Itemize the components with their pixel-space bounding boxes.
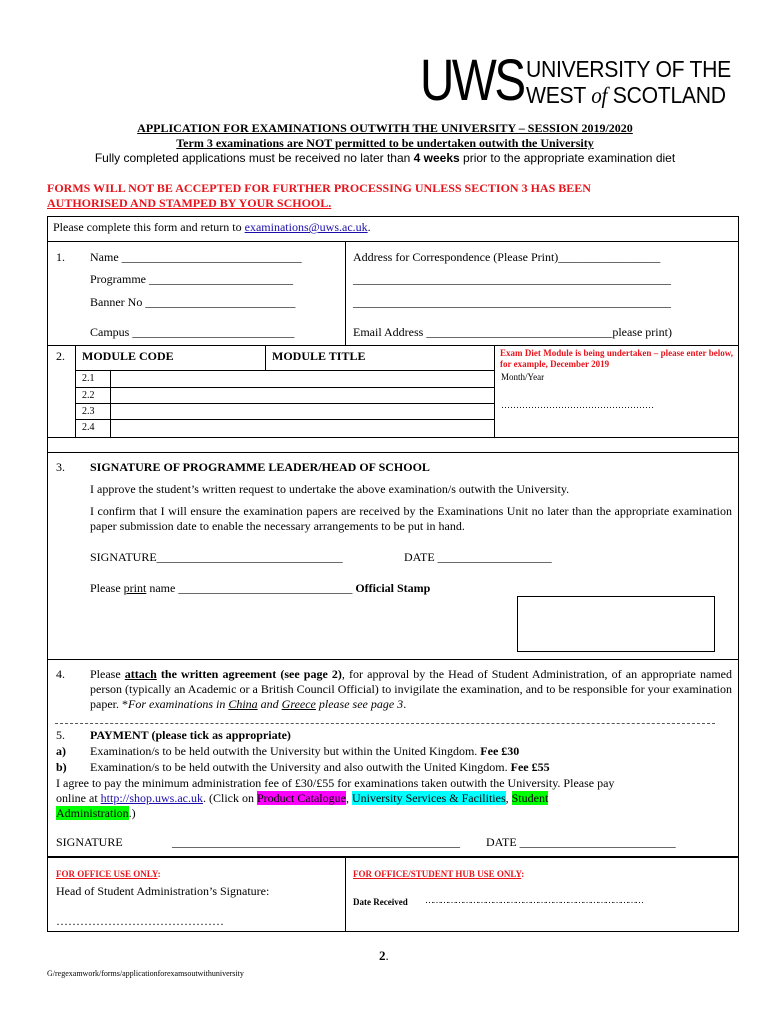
section3-date-field[interactable]: DATE ___________________ — [404, 550, 552, 564]
date-received-field[interactable]: …………………………………………………………………………… — [425, 895, 643, 905]
s4-agreement: the written agreement (see page 2) — [156, 667, 342, 681]
programme-field[interactable]: Programme ________________________ — [90, 272, 293, 286]
section2-number: 2. — [56, 349, 65, 363]
s4-part: Please — [90, 667, 125, 681]
agree-click: . (Click on — [202, 791, 257, 805]
page-number-value: 2 — [379, 948, 386, 963]
administration-label: Administration — [56, 806, 129, 820]
hsa-signature-field[interactable]: …………………………………… — [56, 914, 224, 928]
option-a-label: a) — [56, 744, 66, 758]
divider — [75, 403, 494, 404]
office-left-label: FOR OFFICE USE ONLY — [56, 869, 158, 879]
s4-attach: attach — [124, 667, 157, 681]
date-received-label: Date Received — [353, 897, 408, 907]
address-line-2[interactable]: _____________________________________________________ — [353, 295, 671, 309]
footer-path: G/regexamwork/forms/applicationforexamsoutwithuniversity — [47, 969, 244, 978]
email-link[interactable]: examinations@uws.ac.uk — [244, 220, 368, 234]
hsa-signature-label: Head of Student Administration’s Signature: — [56, 884, 270, 898]
banner-field[interactable]: Banner No _________________________ — [90, 295, 296, 309]
divider — [345, 241, 346, 345]
intro-end: . — [367, 220, 371, 234]
month-year-field[interactable]: …………………………………………… — [501, 400, 654, 410]
form-subtitle: Term 3 examinations are NOT permitted to be undertaken outwith the University — [176, 136, 594, 150]
intro-line — [53, 220, 371, 235]
sep: , — [505, 791, 512, 805]
agree-line1: I agree to pay the minimum administration fee of £30/£55 for examinations taken outwith the University. Please pay — [56, 776, 615, 790]
logo-line1: UNIVERSITY OF THE — [526, 56, 731, 82]
diet-note: Exam Diet Module is being undertaken – please enter below, for example, December 2019 — [500, 348, 733, 369]
option-b-label: b) — [56, 760, 67, 774]
name-field[interactable]: Name ______________________________ — [90, 250, 302, 264]
print-name-b: print — [123, 581, 147, 595]
section1-number: 1. — [56, 250, 65, 264]
section3-approval: I approve the student’s written request to undertake the above examination/s outwith the University. — [90, 482, 570, 496]
logo-line2 — [526, 82, 731, 109]
section3-number: 3. — [56, 460, 65, 474]
logo-mark: UWS — [420, 48, 524, 113]
divider — [265, 345, 266, 370]
print-name-a: Please — [90, 581, 124, 595]
payment-heading: PAYMENT (please tick as appropriate) — [90, 728, 291, 742]
agree-line3 — [56, 806, 136, 821]
divider — [47, 452, 739, 453]
official-stamp-label: Official Stamp — [355, 581, 431, 595]
official-stamp-box — [517, 596, 715, 652]
logo-of: of — [591, 83, 608, 108]
office-colon: : — [521, 869, 525, 879]
payment-signature-label: SIGNATURE — [56, 835, 123, 849]
logo-text — [526, 56, 731, 109]
divider — [47, 345, 739, 346]
s4-china: China — [228, 697, 258, 711]
module-row-2-2: 2.2 — [82, 390, 95, 401]
s4-part: For examinations in — [128, 697, 229, 711]
divider — [345, 857, 346, 932]
section5-number: 5. — [56, 728, 65, 742]
month-year-label: Month/Year — [501, 372, 545, 382]
option-a-fee: Fee £30 — [480, 744, 520, 758]
module-row-2-4: 2.4 — [82, 422, 95, 433]
divider — [47, 659, 739, 660]
option-b[interactable] — [90, 760, 550, 775]
module-title-header: MODULE TITLE — [272, 349, 366, 363]
office-right-label: FOR OFFICE/STUDENT HUB USE ONLY — [353, 869, 522, 879]
logo-west: WEST — [526, 82, 592, 108]
s4-part: , for approval by the Head of Student Administration, of an appropriate named person (typically an Academic or a British Council Official) to invigilate the examination, and to be responsible for your examination paper. * — [90, 667, 732, 711]
office-use-label — [56, 866, 161, 881]
uws-logo — [420, 48, 731, 114]
deadline-text-c: prior to the appropriate examination diet — [459, 151, 676, 165]
product-catalogue: Product Catalogue — [256, 791, 346, 805]
section3-signature-field[interactable]: SIGNATURE_______________________________ — [90, 550, 343, 564]
option-a-text: Examination/s to be held outwith the University but within the United Kingdom. — [90, 744, 481, 758]
section3-confirmation: I confirm that I will ensure the examination papers are received by the Examinations Unit no later than the appropriate examination paper submission date to enable the necessary arrangements to be put in hand. — [90, 504, 732, 533]
warning-line2: AUTHORISED AND STAMPED BY YOUR SCHOOL. — [47, 196, 332, 210]
s4-part: please see page 3 — [315, 697, 404, 711]
s4-part: . — [403, 697, 407, 711]
hub-use-label — [353, 866, 524, 881]
option-b-text: Examination/s to be held outwith the University and also outwith the United Kingdom. — [90, 760, 511, 774]
intro-text: Please complete this form and return to — [53, 220, 245, 234]
deadline-note — [0, 151, 770, 165]
address-line-1[interactable]: _____________________________________________________ — [353, 272, 671, 286]
print-name-c: name _____________________________ — [146, 581, 356, 595]
university-services: University Services & Facilities — [351, 791, 506, 805]
page-number — [379, 948, 389, 964]
section4-number: 4. — [56, 667, 65, 681]
module-row-2-1: 2.1 — [82, 373, 95, 384]
payment-date-field[interactable]: DATE __________________________ — [486, 835, 676, 849]
agree-online: online at — [56, 791, 101, 805]
form-title: APPLICATION FOR EXAMINATIONS OUTWITH THE UNIVERSITY – SESSION 2019/2020 — [137, 121, 633, 135]
logo-scotland: SCOTLAND — [607, 82, 726, 108]
print-name-field[interactable] — [90, 581, 430, 596]
warning-line1: FORMS WILL NOT BE ACCEPTED FOR FURTHER PROCESSING UNLESS SECTION 3 HAS BEEN — [47, 181, 591, 195]
address-field[interactable]: Address for Correspondence (Please Print)_________________ — [353, 250, 661, 264]
divider — [47, 437, 739, 438]
agree-end: .) — [128, 806, 136, 820]
page-number-dot: . — [385, 948, 389, 963]
s4-part: and — [257, 697, 282, 711]
section3-heading: SIGNATURE OF PROGRAMME LEADER/HEAD OF SCHOOL — [90, 460, 430, 474]
payment-signature-field[interactable]: ________________________________________________ — [172, 835, 460, 849]
campus-field[interactable]: Campus ___________________________ — [90, 325, 295, 339]
agree-line2 — [56, 791, 548, 806]
s4-greece: Greece — [281, 697, 316, 711]
student-label: Student — [511, 791, 549, 805]
shop-link[interactable]: http://shop.uws.ac.uk — [100, 791, 203, 805]
divider — [494, 345, 495, 437]
divider — [75, 419, 494, 420]
divider — [55, 723, 715, 724]
deadline-weeks: 4 weeks — [413, 151, 460, 165]
section4-text — [90, 667, 732, 712]
divider — [75, 387, 494, 388]
email-field[interactable]: Email Address _______________________________please print) — [353, 325, 672, 339]
divider — [47, 241, 739, 242]
divider — [75, 370, 494, 371]
module-row-2-3: 2.3 — [82, 406, 95, 417]
deadline-text-a: Fully completed applications must be received no later than — [94, 151, 414, 165]
option-b-fee: Fee £55 — [510, 760, 550, 774]
option-a[interactable] — [90, 744, 519, 759]
office-colon: : — [157, 869, 161, 879]
divider — [75, 345, 76, 437]
module-code-header: MODULE CODE — [82, 349, 174, 363]
sep: , — [345, 791, 352, 805]
